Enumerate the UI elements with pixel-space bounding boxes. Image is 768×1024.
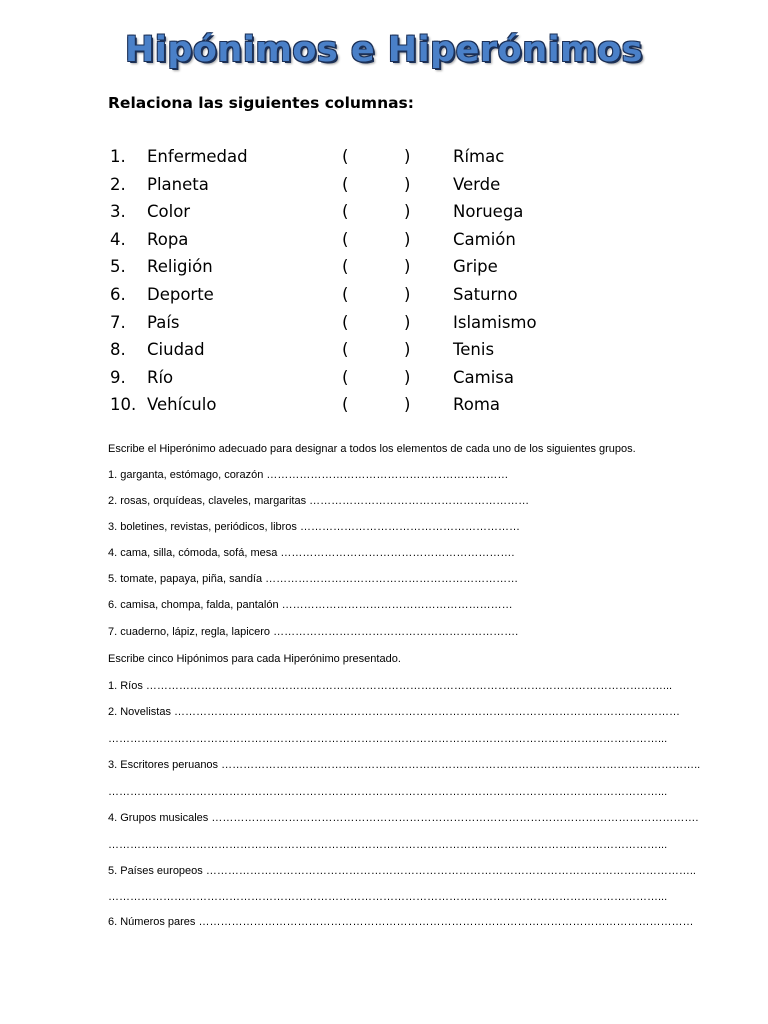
answer-open-paren: ( [342, 202, 349, 222]
left-term: Ciudad [147, 340, 205, 360]
matching-instruction: Relaciona las siguientes columnas: [108, 94, 414, 112]
hyperonym-item: 3. boletines, revistas, periódicos, libros …………………………………………………… [108, 521, 520, 533]
row-number: 7. [110, 312, 126, 332]
row-number: 2. [110, 174, 126, 194]
left-term: Enfermedad [147, 147, 248, 166]
matching-row [0, 200, 768, 228]
row-number: 4. [110, 229, 126, 249]
matching-row [0, 173, 768, 201]
answer-blank[interactable]: …………………………………………………………… [265, 573, 519, 585]
hyponym-instruction: Escribe cinco Hipónimos para cada Hiperónimo presentado. [108, 653, 401, 665]
answer-blank[interactable]: ……………………………………………………………………………………………………………………. [211, 812, 699, 824]
row-number: 1. [110, 147, 126, 166]
matching-row [0, 145, 768, 173]
answer-open-paren: ( [342, 367, 349, 387]
row-number: 8. [110, 340, 126, 360]
answer-blank[interactable]: ………………………………………………………. [280, 547, 515, 559]
row-number: 5. [110, 257, 126, 277]
right-term: Islamismo [453, 312, 537, 332]
hyponym-item: 3. Escritores peruanos ………………………………………………………………………………………………………………….. [108, 759, 701, 771]
answer-blank[interactable]: …………………………………………………………. [273, 626, 519, 638]
right-term: Roma [453, 395, 501, 415]
answer-open-paren: ( [342, 257, 349, 277]
matching-row [0, 338, 768, 366]
hyperonym-item: 1. garganta, estómago, corazón ………………………………………………………… [108, 469, 509, 481]
answer-close-paren: ) [404, 340, 411, 360]
answer-close-paren: ) [404, 284, 411, 304]
left-term: Vehículo [147, 395, 217, 415]
left-term: Ropa [147, 229, 189, 249]
left-term: Planeta [147, 174, 209, 194]
right-term: Tenis [453, 340, 495, 360]
answer-blank[interactable]: ………………………………………………………………………………………………………………………… [174, 706, 681, 718]
matching-table [0, 145, 768, 421]
answer-close-paren: ) [404, 312, 411, 332]
matching-row [0, 393, 768, 421]
answer-blank[interactable]: …………………………………………………………………………………………………………………….. [205, 865, 696, 877]
answer-close-paren: ) [404, 257, 411, 277]
right-term: Verde [453, 174, 501, 194]
hyponym-item: 1. Ríos ……………………………………………………………………………………………………………………………... [108, 680, 673, 692]
row-number: 10. [110, 395, 137, 415]
matching-row [0, 255, 768, 283]
answer-open-paren: ( [342, 340, 349, 360]
right-term: Camión [453, 229, 516, 249]
matching-row [0, 228, 768, 256]
answer-open-paren: ( [342, 229, 349, 249]
hyperonym-item: 7. cuaderno, lápiz, regla, lapicero …………………………………………………………. [108, 626, 519, 638]
answer-open-paren: ( [342, 284, 349, 304]
hyperonym-item: 5. tomate, papaya, piña, sandía …………………………………………………………… [108, 573, 519, 585]
answer-blank[interactable]: ………………………………………………………………………………………………………………….. [221, 759, 701, 771]
answer-blank[interactable]: ……………………………………………………………………………………………………………………… [198, 916, 694, 928]
answer-blank[interactable]: ……………………………………………………… [281, 599, 513, 611]
answer-blank-extra[interactable]: ……………………………………………………………………………………………………………………………………... [108, 891, 668, 903]
answer-close-paren: ) [404, 202, 411, 222]
page-title: Hipónimos e Hiperónimos [125, 30, 643, 70]
answer-blank[interactable]: ……………………………………………………………………………………………………………………………... [145, 680, 673, 692]
answer-blank-extra[interactable]: ……………………………………………………………………………………………………………………………………... [108, 733, 668, 745]
answer-close-paren: ) [404, 395, 411, 415]
answer-blank[interactable]: …………………………………………………… [309, 495, 530, 507]
hyponym-item: 5. Países europeos …………………………………………………………………………………………………………………….. [108, 865, 696, 877]
hyperonym-item: 6. camisa, chompa, falda, pantalón ……………………………………………………… [108, 599, 513, 611]
right-term: Rímac [453, 147, 505, 166]
hyponym-item: 4. Grupos musicales ……………………………………………………………………………………………………………………. [108, 812, 699, 824]
left-term: Color [147, 202, 191, 222]
matching-row [0, 366, 768, 394]
row-number: 3. [110, 202, 126, 222]
row-number: 9. [110, 367, 126, 387]
answer-close-paren: ) [404, 147, 411, 166]
answer-open-paren: ( [342, 312, 349, 332]
matching-row [0, 311, 768, 339]
right-term: Noruega [453, 202, 524, 222]
answer-blank[interactable]: …………………………………………………… [299, 521, 520, 533]
right-term: Saturno [453, 284, 518, 304]
left-term: Río [147, 367, 174, 387]
right-term: Camisa [453, 367, 514, 387]
answer-open-paren: ( [342, 147, 349, 166]
left-term: Religión [147, 257, 213, 277]
hyperonym-item: 4. cama, silla, cómoda, sofá, mesa ………………………………………………………. [108, 547, 515, 559]
answer-open-paren: ( [342, 174, 349, 194]
matching-row [0, 283, 768, 311]
answer-blank-extra[interactable]: ……………………………………………………………………………………………………………………………………... [108, 786, 668, 798]
left-term: País [147, 312, 180, 332]
hyperonym-instruction: Escribe el Hiperónimo adecuado para designar a todos los elementos de cada uno de los siguientes grupos. [108, 443, 636, 455]
answer-blank[interactable]: ………………………………………………………… [266, 469, 509, 481]
answer-open-paren: ( [342, 395, 349, 415]
hyperonym-item: 2. rosas, orquídeas, claveles, margaritas …………………………………………………… [108, 495, 530, 507]
hyponym-item: 2. Novelistas ………………………………………………………………………………………………………………………… [108, 706, 681, 718]
right-term: Gripe [453, 257, 498, 277]
answer-close-paren: ) [404, 174, 411, 194]
hyponym-item: 6. Números pares ……………………………………………………………………………………………………………………… [108, 916, 694, 928]
answer-close-paren: ) [404, 367, 411, 387]
row-number: 6. [110, 284, 126, 304]
left-term: Deporte [147, 284, 214, 304]
answer-blank-extra[interactable]: ……………………………………………………………………………………………………………………………………... [108, 839, 668, 851]
answer-close-paren: ) [404, 229, 411, 249]
